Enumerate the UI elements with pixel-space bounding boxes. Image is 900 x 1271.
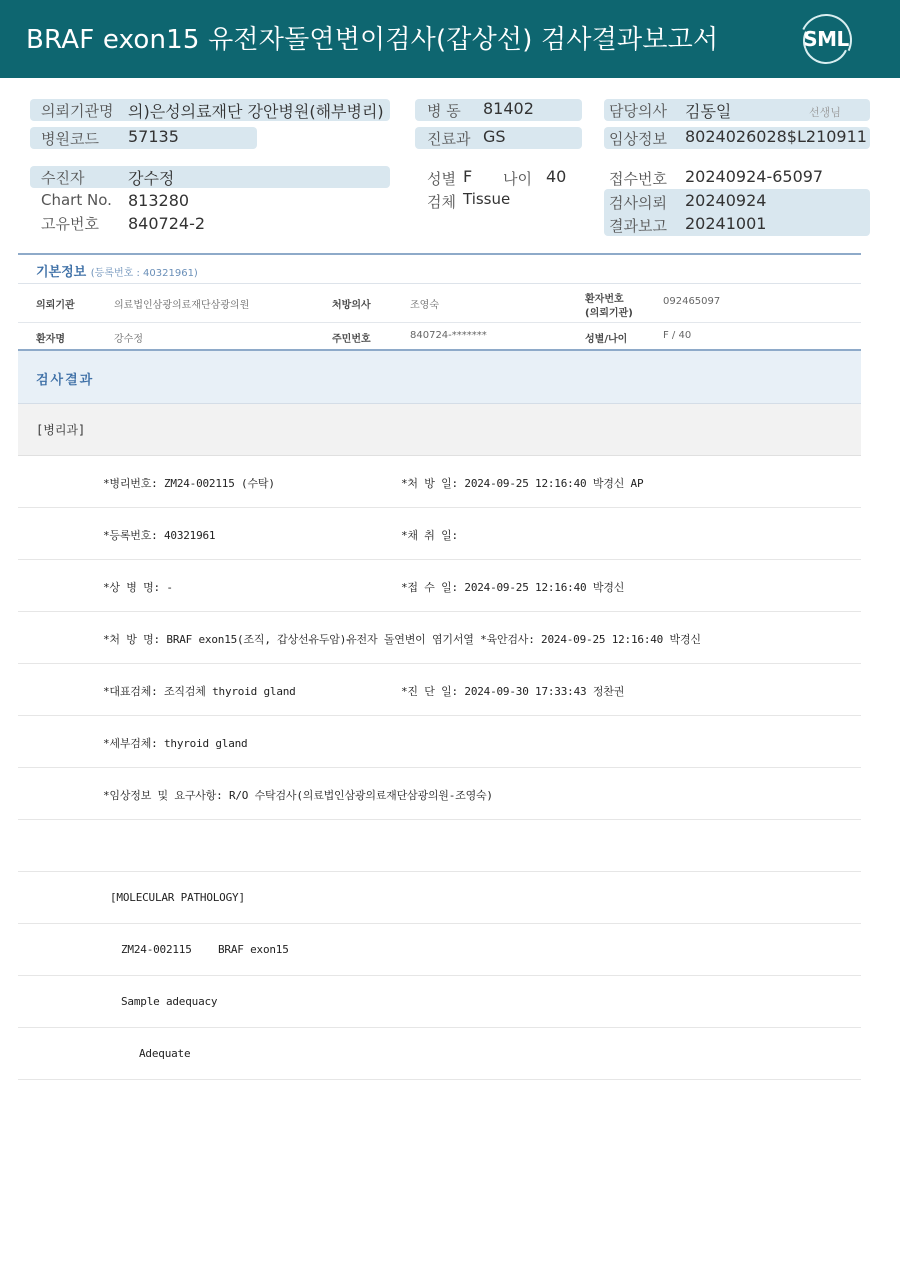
basic-info-title-row — [18, 255, 861, 284]
value-patient-name: 강수정 — [114, 334, 143, 345]
key-patient-name: 환자명 — [36, 334, 65, 345]
value-sex-age: F / 40 — [663, 330, 692, 341]
value-clinical-info: 8024026028$L210911 — [685, 127, 867, 146]
result-text: ZM24-002115 — [121, 943, 192, 956]
result-text: *처 방 일: 2024-09-25 12:16:40 박경신 AP — [401, 477, 644, 490]
label-patient: 수진자 — [41, 169, 85, 187]
result-row — [18, 872, 861, 924]
label-requesting-institution: 의뢰기관명 — [41, 102, 114, 120]
result-row — [18, 456, 861, 508]
department-label: [병리과] — [36, 423, 86, 437]
label-department: 진료과 — [427, 130, 471, 148]
key-patient-id-line1: 환자번호 — [585, 294, 624, 305]
value-institution: 의료법인삼광의료재단삼광의원 — [114, 300, 250, 311]
value-patient: 강수정 — [128, 169, 175, 188]
value-rrn: 840724-******* — [410, 330, 487, 341]
key-sex-age: 성별/나이 — [585, 334, 628, 345]
label-report-date: 결과보고 — [609, 217, 667, 235]
label-request-date: 검사의뢰 — [609, 194, 667, 212]
basic-info-title-text: 기본정보 — [36, 265, 87, 280]
doctor-suffix: 선생님 — [809, 106, 841, 119]
value-specimen: Tissue — [463, 190, 511, 208]
basic-info-row-1 — [18, 284, 861, 323]
result-text: Sample adequacy — [121, 995, 218, 1008]
label-receipt-no: 접수번호 — [609, 170, 667, 188]
results-section-header — [18, 349, 861, 404]
value-department: GS — [483, 127, 506, 146]
label-unique-no: 고유번호 — [41, 215, 99, 233]
value-doctor: 김동일 — [685, 102, 732, 121]
report-header-bar — [0, 0, 900, 78]
key-prescribing-doctor: 처방의사 — [332, 300, 371, 311]
basic-info-reg-no: (등록번호 : 40321961) — [90, 268, 198, 279]
report-title: BRAF exon15 유전자돌연변이검사(갑상선) 검사결과보고서 — [26, 25, 719, 55]
value-patient-id: 092465097 — [663, 296, 721, 307]
molecular-heading: [MOLECULAR PATHOLOGY] — [110, 891, 245, 904]
value-prescribing-doctor: 조영숙 — [410, 300, 439, 311]
result-row — [18, 664, 861, 716]
result-text: *처 방 명: BRAF exon15(조직, 갑상선유두암)유전자 돌연변이 염기서열 *육안검사: 2024-09-25 12:16:40 박경신 — [103, 633, 701, 646]
value-ward: 81402 — [483, 99, 534, 118]
result-text: *채 취 일: — [401, 529, 458, 542]
result-row — [18, 768, 861, 820]
label-sex: 성별 — [427, 170, 456, 188]
value-hospital-code: 57135 — [128, 127, 179, 146]
result-text: Adequate — [139, 1047, 191, 1060]
key-rrn: 주민번호 — [332, 334, 371, 345]
value-requesting-institution: 의)은성의료재단 강안병원(해부병리) — [128, 102, 384, 121]
value-unique-no: 840724-2 — [128, 214, 206, 233]
label-specimen: 검체 — [427, 193, 456, 211]
label-doctor: 담당의사 — [609, 102, 667, 120]
label-ward: 병 동 — [427, 102, 461, 120]
result-row — [18, 1028, 861, 1080]
results-title: 검사결과 — [36, 373, 95, 388]
key-institution: 의뢰기관 — [36, 300, 75, 311]
result-text: *병리번호: ZM24-002115 (수탁) — [103, 477, 275, 490]
basic-info-title — [36, 261, 198, 280]
result-text: *임상정보 및 요구사항: R/O 수탁검사(의료법인삼광의료재단삼광의원-조영숙) — [103, 789, 493, 802]
result-text: BRAF exon15 — [218, 943, 289, 956]
key-patient-id-line2: (의뢰기관) — [585, 308, 633, 319]
value-request-date: 20240924 — [685, 191, 767, 210]
result-row — [18, 560, 861, 612]
result-text: *상 병 명: - — [103, 581, 173, 594]
result-text: *세부검체: thyroid gland — [103, 737, 248, 750]
label-clinical-info: 임상정보 — [609, 130, 667, 148]
value-receipt-no: 20240924-65097 — [685, 167, 824, 186]
logo-text: SML — [803, 27, 849, 51]
value-sex: F — [463, 167, 473, 186]
result-row — [18, 508, 861, 560]
sml-logo — [800, 14, 852, 66]
result-row — [18, 612, 861, 664]
result-row — [18, 924, 861, 976]
result-text: *등록번호: 40321961 — [103, 529, 216, 542]
result-text: *접 수 일: 2024-09-25 12:16:40 박경신 — [401, 581, 625, 594]
label-age: 나이 — [503, 170, 532, 188]
label-chart-no: Chart No. — [41, 191, 112, 209]
basic-info-row-2 — [18, 323, 861, 350]
result-row — [18, 976, 861, 1028]
department-row — [18, 404, 861, 456]
label-hospital-code: 병원코드 — [41, 130, 99, 148]
result-row-empty — [18, 820, 861, 872]
value-chart-no: 813280 — [128, 191, 190, 210]
result-text: *진 단 일: 2024-09-30 17:33:43 정찬권 — [401, 685, 625, 698]
result-text: *대표검체: 조직검체 thyroid gland — [103, 685, 296, 698]
value-age: 40 — [546, 167, 567, 186]
value-report-date: 20241001 — [685, 214, 767, 233]
result-row — [18, 716, 861, 768]
